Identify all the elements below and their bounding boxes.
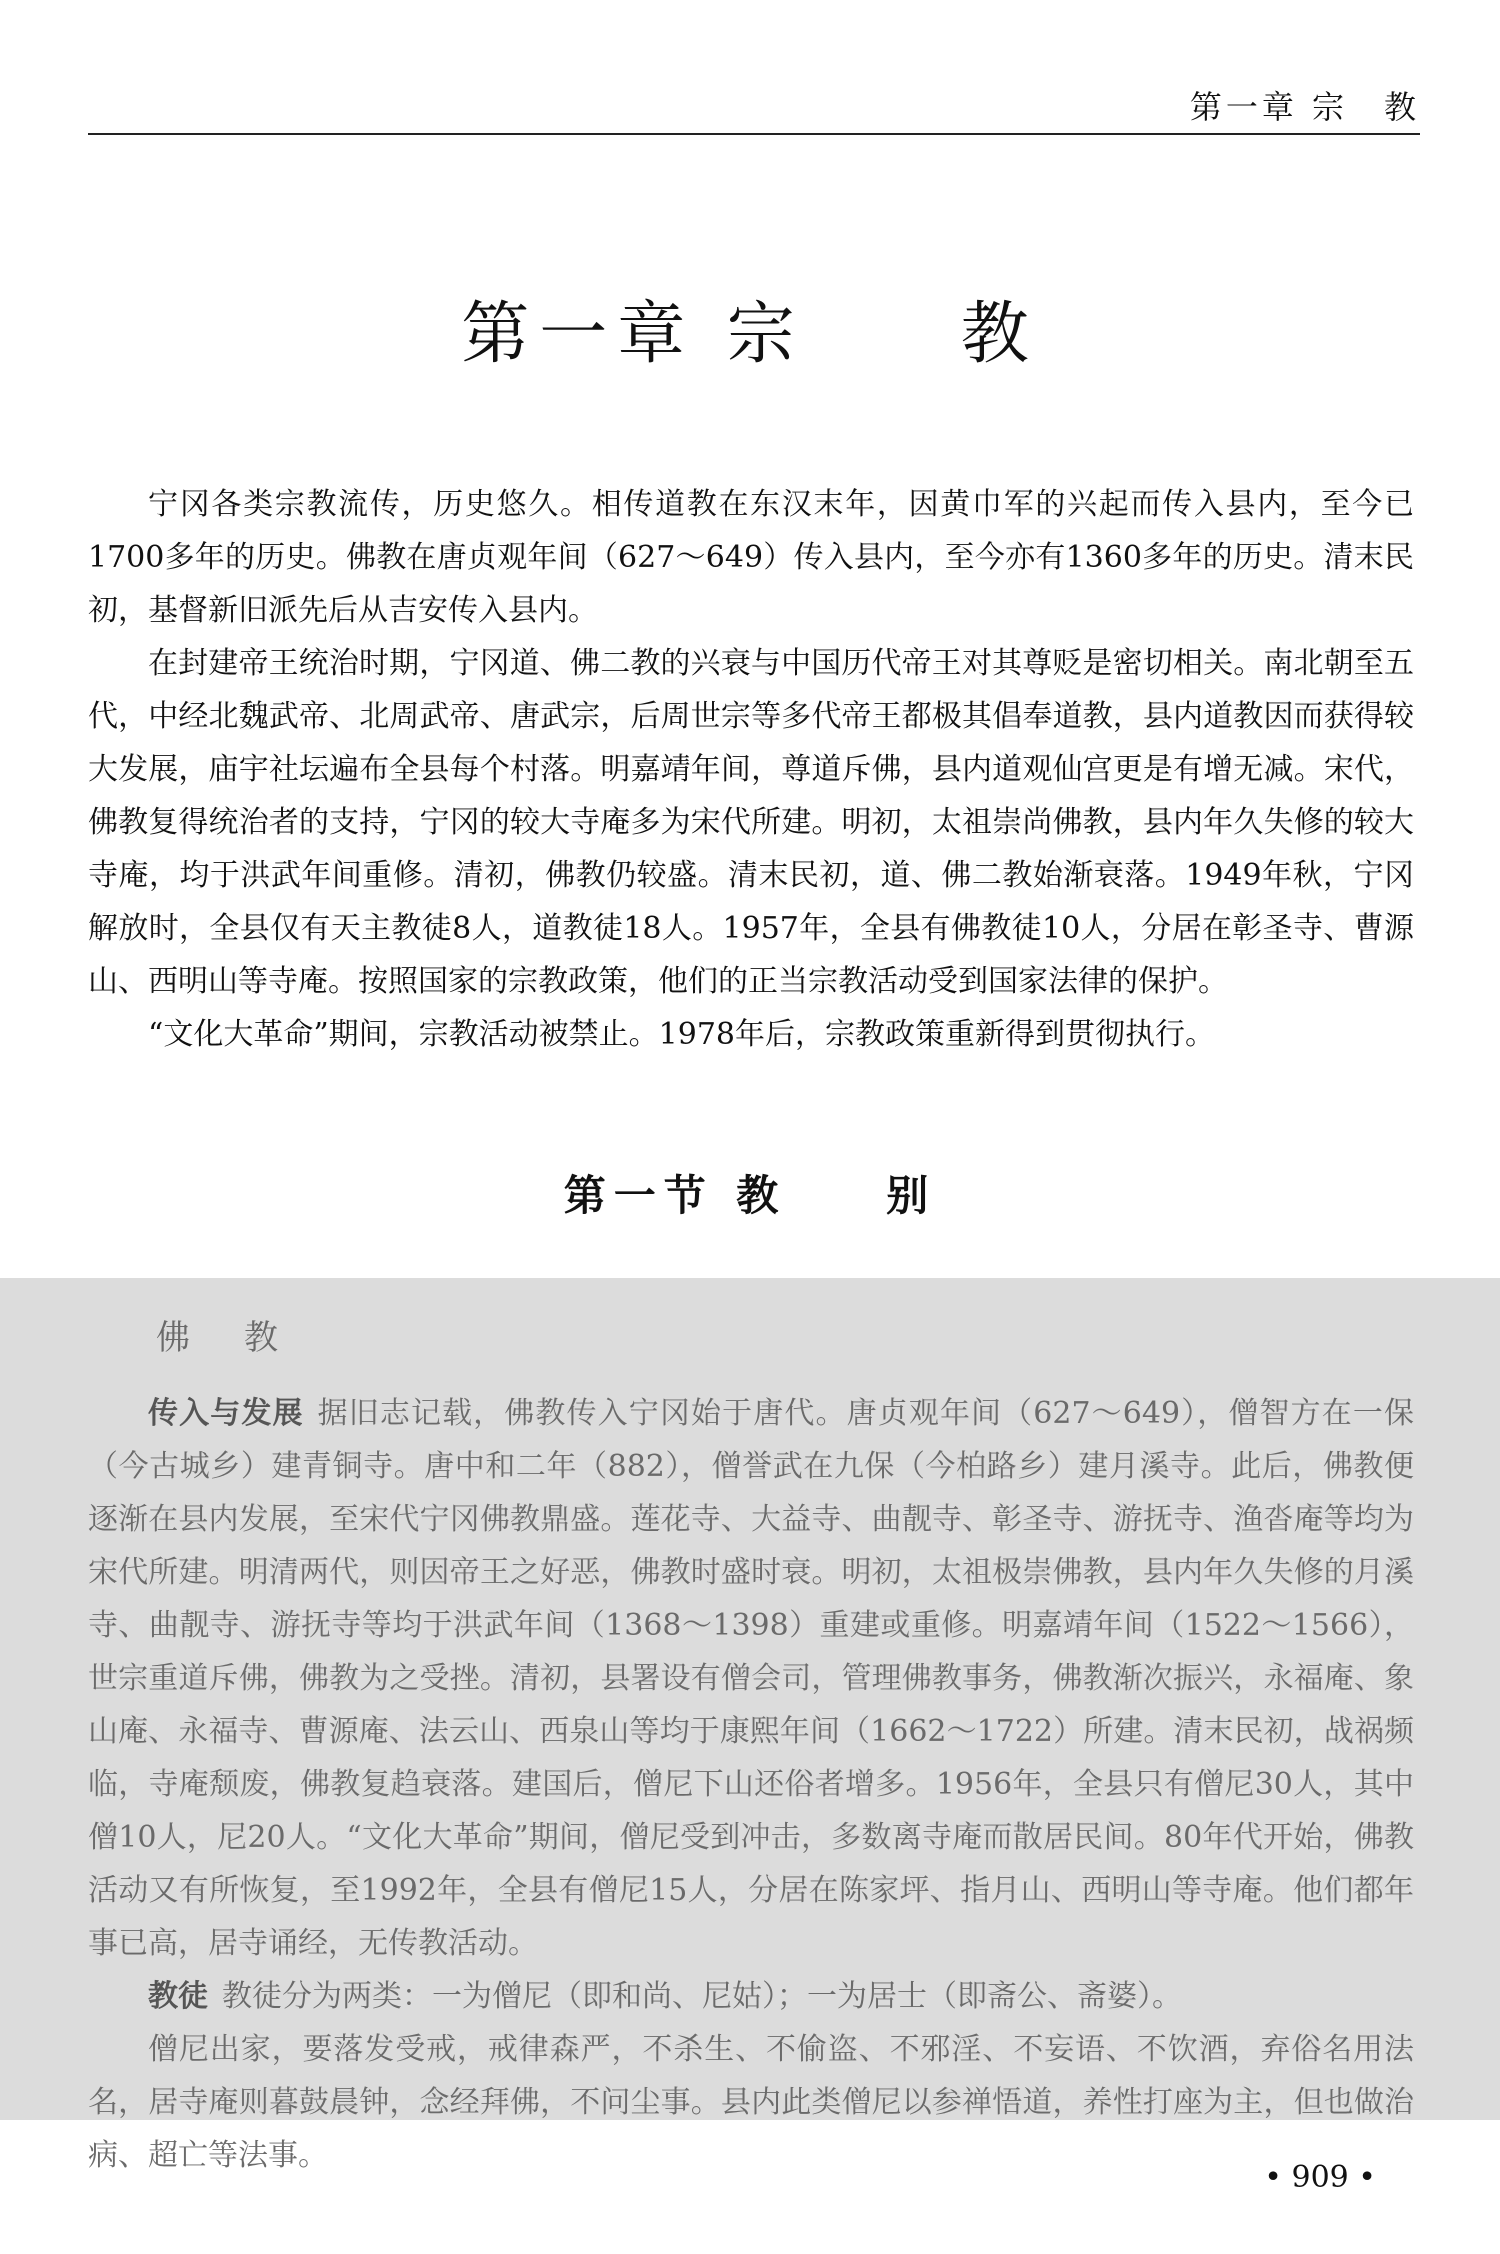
buddhism-section <box>88 1312 1414 2182</box>
followers-paragraph <box>88 1970 1414 2023</box>
followers-text: 教徒分为两类：一为僧尼（即和尚、尼姑）；一为居士（即斋公、斋婆）。 <box>222 1979 1182 2014</box>
spread-paragraph <box>88 1387 1414 1970</box>
intro-paragraph: 宁冈各类宗教流传，历史悠久。相传道教在东汉末年，因黄巾军的兴起而传入县内，至今已1700多年的历史。佛教在唐贞观年间（627～649）传入县内，至今亦有1360多年的历史。清末民初，基督新旧派先后从吉安传入县内。 <box>88 487 1414 628</box>
spread-text: 据旧志记载，佛教传入宁冈始于唐代。唐贞观年间（627～649），僧智方在一保（今古城乡）建青铜寺。唐中和二年（882），僧誉武在九保（今柏路乡）建月溪寺。此后，佛教便逐渐在县内发展，至宋代宁冈佛教鼎盛。莲花寺、大益寺、曲靓寺、彰圣寺、游抚寺、渔沓庵等均为宋代所建。明清两代，则因帝王之好恶，佛教时盛时衰。明初，太祖极崇佛教，县内年久失修的月溪寺、曲靓寺、游抚寺等均于洪武年间（1368～1398）重建或重修。明嘉靖年间（1522～1566），世宗重道斥佛，佛教为之受挫。清初，县署设有僧会司，管理佛教事务，佛教渐次振兴，永福庵、象山庵、永福寺、曹源庵、法云山、西泉山等均于康熙年间（1662～1722）所建。清末民初，战祸频临，寺庵颓废，佛教复趋衰落。建国后，僧尼下山还俗者增多。1956年，全县只有僧尼30人，其中僧10人，尼20人。“文化大革命”期间，僧尼受到冲击，多数离寺庵而散居民间。80年代开始，佛教活动又有所恢复，至1992年，全县有僧尼15人，分居在陈家坪、指月山、西明山等寺庵。他们都年事已高，居寺诵经，无传教活动。 <box>88 1396 1414 1961</box>
buddhism-heading: 佛 教 <box>156 1318 288 1358</box>
chapter-title: 第一章 宗 教 <box>461 295 1039 374</box>
page-number: • 909 • <box>1264 2160 1376 2195</box>
intro-paragraph: “文化大革命”期间，宗教活动被禁止。1978年后，宗教政策重新得到贯彻执行。 <box>148 1017 1216 1052</box>
section-title: 第一节 教 别 <box>563 1171 937 1220</box>
monks-paragraph: 僧尼出家，要落发受戒，戒律森严，不杀生、不偷盗、不邪淫、不妄语、不饮酒，弃俗名用法名，居寺庵则暮鼓晨钟，念经拜佛，不问尘事。县内此类僧尼以参禅悟道，养性打座为主，但也做治病、超亡等法事。 <box>88 2032 1414 2173</box>
intro-paragraph: 在封建帝王统治时期，宁冈道、佛二教的兴衰与中国历代帝王对其尊贬是密切相关。南北朝至五代，中经北魏武帝、北周武帝、唐武宗，后周世宗等多代帝王都极其倡奉道教，县内道教因而获得较大发展，庙宇社坛遍布全县每个村落。明嘉靖年间，尊道斥佛，县内道观仙宫更是有增无减。宋代，佛教复得统治者的支持，宁冈的较大寺庵多为宋代所建。明初，太祖崇尚佛教，县内年久失修的较大寺庵，均于洪武年间重修。清初，佛教仍较盛。清末民初，道、佛二教始渐衰落。1949年秋，宁冈解放时，全县仅有天主教徒8人，道教徒18人。1957年，全县有佛教徒10人，分居在彰圣寺、曹源山、西明山等寺庵。按照国家的宗教政策，他们的正当宗教活动受到国家法律的保护。 <box>88 646 1414 999</box>
followers-lead: 教徒 <box>148 1979 208 2014</box>
spread-lead: 传入与发展 <box>148 1396 304 1431</box>
header-rule <box>88 133 1420 135</box>
running-head: 第一章 宗 教 <box>1189 88 1420 126</box>
intro-text <box>88 478 1414 1061</box>
